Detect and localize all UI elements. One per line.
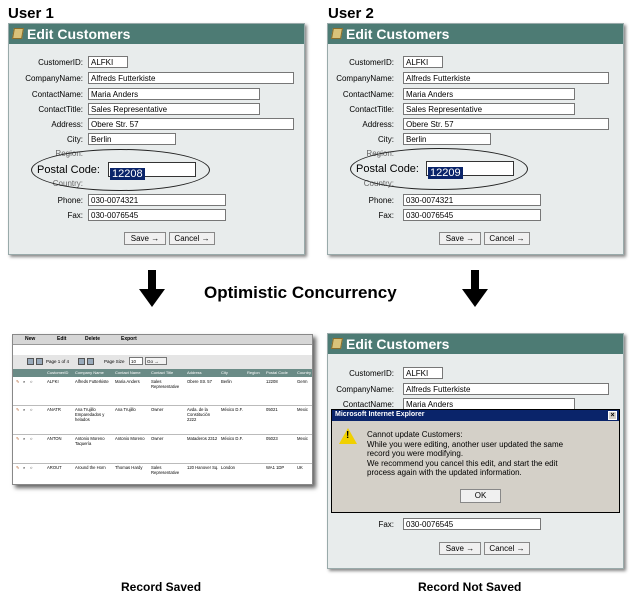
- country-label: Country:: [52, 179, 83, 188]
- cell-address: Mataderos 2312: [187, 436, 218, 441]
- table-row[interactable]: [13, 464, 312, 485]
- edit-customers-panel-user1: [8, 23, 305, 255]
- company-name-field[interactable]: Alfreds Futterkiste: [88, 72, 294, 84]
- panel-title: Edit Customers: [346, 336, 450, 352]
- cell-title: Owner: [151, 407, 164, 412]
- fax-field[interactable]: 030-0076545: [403, 518, 541, 530]
- pager-page-text: Page 1 of 4: [46, 359, 70, 364]
- grid-pager: [13, 355, 312, 369]
- grid-header: [13, 369, 312, 377]
- save-button[interactable]: [439, 542, 481, 555]
- center-title: Optimistic Concurrency: [204, 283, 397, 302]
- cancel-button[interactable]: [484, 232, 530, 245]
- table-row[interactable]: [13, 378, 312, 406]
- arrow-right-icon: →: [516, 544, 525, 553]
- panel-header: [328, 24, 623, 44]
- grid-toolbar: [13, 335, 312, 345]
- select-radio-icon[interactable]: ○: [30, 436, 33, 441]
- user2-label: User 2: [328, 5, 374, 22]
- cell-address: Obere Str. 57: [187, 379, 212, 384]
- arrow-right-icon: →: [516, 234, 525, 243]
- contact-name-label: ContactName:: [342, 400, 394, 409]
- phone-field[interactable]: 030-0074321: [88, 194, 226, 206]
- company-name-label: CompanyName:: [336, 385, 394, 394]
- cell-country: UK: [297, 465, 303, 470]
- customer-id-label: CustomerID:: [38, 58, 83, 67]
- arrow-right-icon: →: [151, 234, 160, 243]
- postal-code-field[interactable]: [426, 161, 514, 179]
- close-icon[interactable]: ×: [608, 411, 617, 420]
- edit-icon[interactable]: ✎: [16, 407, 20, 412]
- panel-header: [9, 24, 304, 44]
- panel-title: Edit Customers: [27, 26, 131, 42]
- cell-postal: 05021: [266, 407, 278, 412]
- next-page-icon[interactable]: [78, 358, 85, 365]
- cell-customerid: AROUT: [47, 465, 62, 470]
- select-radio-icon[interactable]: ○: [30, 407, 33, 412]
- cell-country: Germ: [297, 379, 308, 384]
- view-icon[interactable]: ⌕: [23, 407, 26, 412]
- pencil-icon: [331, 28, 343, 39]
- select-radio-icon[interactable]: ○: [30, 379, 33, 384]
- cell-customerid: ANATR: [47, 407, 61, 412]
- country-label: Country:: [363, 179, 394, 188]
- city-field[interactable]: Berlin: [88, 133, 176, 145]
- save-label: Save: [445, 544, 464, 553]
- select-radio-icon[interactable]: ○: [30, 465, 33, 470]
- user1-label: User 1: [8, 5, 54, 22]
- cancel-label: Cancel: [489, 234, 515, 243]
- cell-postal: WA1 1DP: [266, 465, 285, 470]
- warning-mark: !: [346, 430, 350, 441]
- export-button[interactable]: Export: [121, 336, 137, 342]
- cancel-button[interactable]: [484, 542, 530, 555]
- col-company-name[interactable]: Company Name: [75, 370, 104, 375]
- ok-button[interactable]: OK: [460, 489, 501, 503]
- down-arrow-left-icon: [139, 289, 165, 307]
- contact-title-label: ContactTitle:: [349, 105, 394, 114]
- cell-address: Avda. de la Constitución 2222: [187, 407, 211, 422]
- down-arrow-right-icon: [462, 289, 488, 307]
- city-field[interactable]: Berlin: [403, 133, 491, 145]
- address-field[interactable]: Obere Str. 57: [403, 118, 609, 130]
- cell-contact: Maria Anders: [115, 379, 140, 384]
- phone-label: Phone:: [57, 196, 83, 205]
- cell-contact: Antonio Moreno: [115, 436, 145, 441]
- fax-field[interactable]: 030-0076545: [403, 209, 541, 221]
- edit-icon[interactable]: ✎: [16, 465, 20, 470]
- customers-grid: [12, 334, 313, 485]
- contact-name-field[interactable]: Maria Anders: [403, 88, 575, 100]
- postal-code-value: 12208: [112, 168, 143, 180]
- company-name-field[interactable]: Alfreds Futterkiste: [403, 383, 609, 395]
- cell-customerid: ALFKI: [47, 379, 59, 384]
- customer-id-field[interactable]: ALFKI: [403, 56, 443, 68]
- postal-code-field[interactable]: [108, 162, 196, 180]
- cell-city: London: [221, 465, 235, 470]
- fax-field[interactable]: 030-0076545: [88, 209, 226, 221]
- save-label: Save: [130, 234, 149, 243]
- view-icon[interactable]: ⌕: [23, 379, 26, 384]
- col-city[interactable]: City: [221, 370, 228, 375]
- page-size-input[interactable]: 10: [129, 357, 143, 365]
- cell-city: México D.F.: [221, 407, 243, 412]
- error-dialog: [331, 409, 620, 513]
- page-size-label: Page Size: [104, 359, 125, 364]
- go-button[interactable]: Go →: [145, 357, 167, 365]
- cancel-button[interactable]: [169, 232, 215, 245]
- cell-postal: 12208: [266, 379, 278, 384]
- col-contact-name[interactable]: Contact Name: [115, 370, 141, 375]
- cell-company: Antonio Moreno Taquería: [75, 436, 105, 446]
- pencil-icon: [331, 338, 343, 349]
- contact-name-label: ContactName:: [31, 90, 83, 99]
- cell-title: Sales Representative: [151, 379, 180, 389]
- address-label: Address:: [362, 120, 394, 129]
- cell-company: Alfreds Futterkiste: [75, 379, 109, 384]
- edit-icon[interactable]: ✎: [16, 436, 20, 441]
- cell-company: Around the Horn: [75, 465, 106, 470]
- contact-title-field[interactable]: Sales Representative: [88, 103, 260, 115]
- col-address[interactable]: Address: [187, 370, 202, 375]
- cell-country: Mexic: [297, 407, 308, 412]
- pencil-icon: [12, 28, 24, 39]
- company-name-label: CompanyName:: [25, 74, 83, 83]
- col-contact-title[interactable]: Contact Title: [151, 370, 174, 375]
- phone-field[interactable]: 030-0074321: [403, 194, 541, 206]
- company-name-label: CompanyName:: [336, 74, 394, 83]
- cell-contact: Thomas Hardy: [115, 465, 143, 470]
- first-page-icon[interactable]: [27, 358, 34, 365]
- view-icon[interactable]: ⌕: [23, 436, 26, 441]
- cell-customerid: ANTON: [47, 436, 62, 441]
- postal-code-value: 12209: [430, 167, 461, 179]
- dialog-title: Microsoft Internet Explorer: [335, 411, 425, 418]
- new-button[interactable]: New: [25, 336, 36, 342]
- contact-name-field[interactable]: Maria Anders: [403, 398, 575, 410]
- phone-label: Phone:: [368, 196, 394, 205]
- fax-label: Fax:: [378, 211, 394, 220]
- dialog-message: Cannot update Customers: While you were editing, another user updated the same record you were modifying. We recommend you cancel this edit, and start the edit process again with the updated information.: [367, 430, 564, 477]
- arrow-right-icon: →: [466, 234, 475, 243]
- cell-city: México D.F.: [221, 436, 243, 441]
- save-button[interactable]: [439, 232, 481, 245]
- cancel-label: Cancel: [489, 544, 515, 553]
- arrow-right-icon: →: [201, 234, 210, 243]
- city-label: City:: [67, 135, 83, 144]
- dialog-title-bar: [332, 410, 619, 421]
- cancel-label: Cancel: [174, 234, 200, 243]
- region-label: Region:: [366, 149, 394, 158]
- customer-id-label: CustomerID:: [349, 369, 394, 378]
- edit-customers-panel-user2: [327, 23, 624, 255]
- cell-title: Owner: [151, 436, 164, 441]
- col-region[interactable]: Region: [247, 370, 260, 375]
- cell-city: Berlin: [221, 379, 232, 384]
- postal-code-label: Postal Code:: [37, 164, 100, 176]
- address-label: Address:: [51, 120, 83, 129]
- table-row[interactable]: [13, 435, 312, 464]
- customer-id-label: CustomerID:: [349, 58, 394, 67]
- save-button[interactable]: [124, 232, 166, 245]
- view-icon[interactable]: ⌕: [23, 465, 26, 470]
- contact-title-label: ContactTitle:: [38, 105, 83, 114]
- region-label: Region:: [55, 149, 83, 158]
- edit-icon[interactable]: ✎: [16, 379, 20, 384]
- save-label: Save: [445, 234, 464, 243]
- delete-button[interactable]: Delete: [85, 336, 101, 342]
- down-arrow-left-shaft: [148, 270, 156, 290]
- cell-contact: Ana Trujillo: [115, 407, 136, 412]
- prev-page-icon[interactable]: [36, 358, 43, 365]
- city-label: City:: [378, 135, 394, 144]
- down-arrow-right-shaft: [471, 270, 479, 290]
- col-country[interactable]: Country: [297, 370, 312, 375]
- cell-title: Sales Representative: [151, 465, 180, 475]
- cell-postal: 05023: [266, 436, 278, 441]
- company-name-field[interactable]: Alfreds Futterkiste: [403, 72, 609, 84]
- postal-code-label: Postal Code:: [356, 163, 419, 175]
- arrow-right-icon: →: [466, 544, 475, 553]
- panel-header: [328, 334, 623, 354]
- cell-address: 120 Hanover Sq.: [187, 465, 219, 470]
- col-postal-code[interactable]: Postal Code: [266, 370, 288, 375]
- col-customerid[interactable]: CustomerID: [47, 370, 69, 375]
- last-page-icon[interactable]: [87, 358, 94, 365]
- table-row[interactable]: [13, 406, 312, 435]
- address-field[interactable]: Obere Str. 57: [88, 118, 294, 130]
- edit-button[interactable]: Edit: [57, 336, 67, 342]
- customer-id-field[interactable]: ALFKI: [403, 367, 443, 379]
- contact-title-field[interactable]: Sales Representative: [403, 103, 575, 115]
- caption-record-saved: Record Saved: [121, 580, 202, 594]
- caption-record-not-saved: Record Not Saved: [418, 580, 522, 594]
- cell-country: Mexic: [297, 436, 308, 441]
- customer-id-field[interactable]: ALFKI: [88, 56, 128, 68]
- contact-name-label: ContactName:: [342, 90, 394, 99]
- panel-title: Edit Customers: [346, 26, 450, 42]
- fax-label: Fax:: [378, 520, 394, 529]
- fax-label: Fax:: [67, 211, 83, 220]
- cell-company: Ana Trujillo Emparedados y helados: [75, 407, 105, 422]
- contact-name-field[interactable]: Maria Anders: [88, 88, 260, 100]
